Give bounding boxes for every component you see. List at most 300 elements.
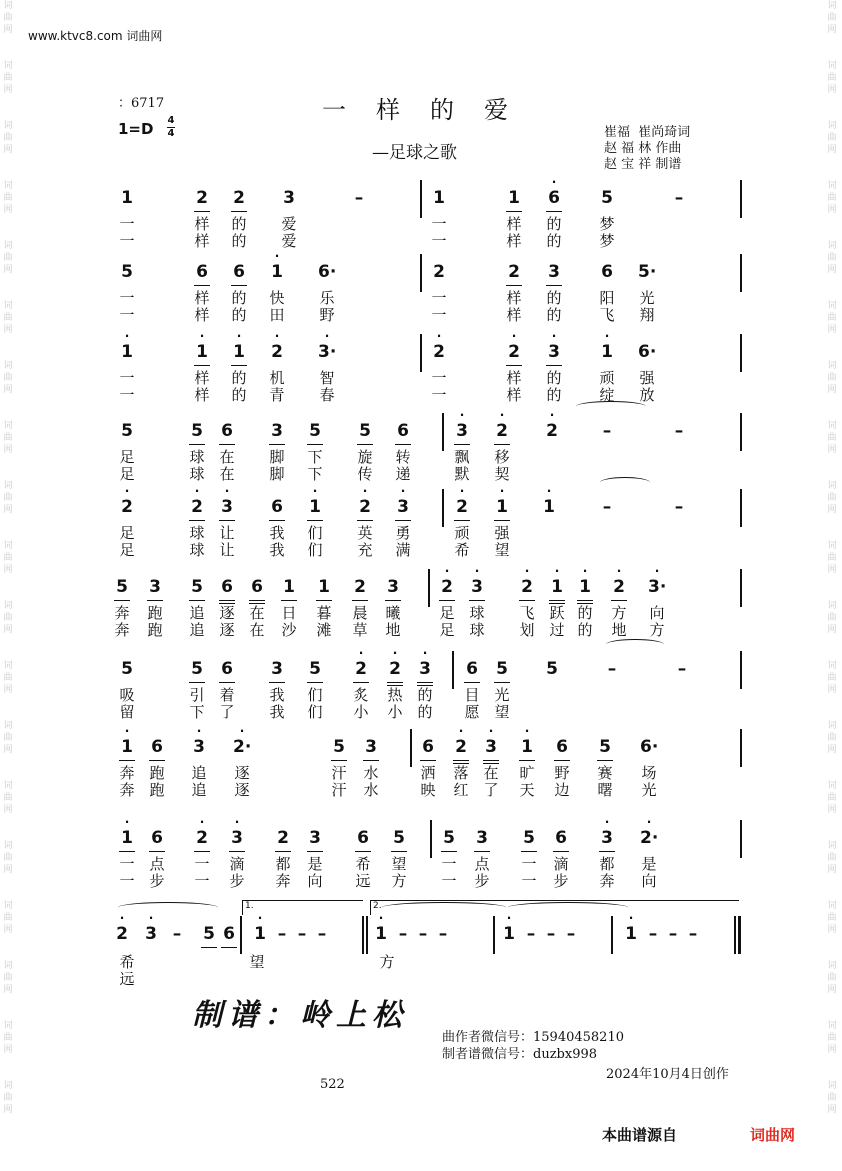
note-symbol: – xyxy=(297,924,307,944)
lyric-char: 绽 xyxy=(599,386,615,404)
note xyxy=(200,924,218,944)
note-symbol: 3 xyxy=(231,828,243,848)
lyric-char: 球 xyxy=(189,465,205,483)
note-symbol: – xyxy=(602,497,612,517)
octave-dot: · xyxy=(458,724,464,738)
lyric-char: 方 xyxy=(611,604,627,622)
site-url[interactable]: www.ktvc8.com 词曲网 xyxy=(28,29,163,43)
rhythm-underline xyxy=(395,444,411,445)
rhythm-underline xyxy=(219,682,235,683)
lyric-char: 的 xyxy=(417,686,433,704)
barline xyxy=(430,820,432,858)
note xyxy=(452,724,470,757)
barline xyxy=(740,729,742,767)
note xyxy=(610,564,628,597)
rhythm-underline xyxy=(483,760,499,761)
lyric-char: 我 xyxy=(269,524,285,542)
lyric-char: 逐 xyxy=(219,604,235,622)
note-symbol: 6 xyxy=(397,421,409,441)
note xyxy=(640,815,659,848)
lyric-char: 希 xyxy=(119,953,135,971)
note-symbol: – xyxy=(546,924,556,944)
note xyxy=(354,828,372,848)
note-symbol: 1 xyxy=(521,737,533,757)
octave-dot: · xyxy=(554,564,560,578)
note-symbol: 3 xyxy=(397,497,409,517)
note xyxy=(545,175,563,208)
rhythm-underline xyxy=(355,851,371,852)
lyric-char: 的 xyxy=(231,386,247,404)
lyric-char: 田 xyxy=(269,306,285,324)
lyric-char: 足 xyxy=(439,621,455,639)
lyric-char: 足 xyxy=(119,541,135,559)
lyric-char: 留 xyxy=(119,703,135,721)
lyric-char: 足 xyxy=(119,524,135,542)
note-symbol: 2 xyxy=(441,577,453,597)
lyric-char: 步 xyxy=(149,872,165,890)
note xyxy=(638,262,656,282)
lyric-char: 一 xyxy=(119,306,135,324)
note-symbol: 3 xyxy=(387,577,399,597)
rhythm-underline xyxy=(453,760,469,761)
rhythm-underline xyxy=(189,520,205,521)
rhythm-underline xyxy=(357,444,373,445)
note-symbol: 2 xyxy=(433,342,445,362)
watermark-text: 词 曲 网 xyxy=(3,1,13,35)
note-symbol: 1 xyxy=(543,497,555,517)
note xyxy=(230,329,248,362)
lyric-char: 远 xyxy=(355,872,371,890)
slur xyxy=(508,902,628,913)
note-symbol: 3 xyxy=(485,737,497,757)
note xyxy=(350,188,368,208)
note-symbol: 3· xyxy=(648,577,667,597)
octave-dot: · xyxy=(459,408,465,422)
note xyxy=(482,724,500,757)
barline xyxy=(420,180,422,218)
rhythm-underline xyxy=(546,285,562,286)
lyric-char: 奔 xyxy=(119,781,135,799)
note xyxy=(351,577,369,597)
note xyxy=(493,659,511,679)
note xyxy=(438,564,456,597)
lyric-char: 点 xyxy=(474,855,490,873)
rhythm-underline xyxy=(549,600,565,601)
score-system xyxy=(108,484,748,567)
lyric-char: 阳 xyxy=(599,289,615,307)
rhythm-underline xyxy=(441,851,457,852)
page-number: 522 xyxy=(320,1077,345,1092)
note xyxy=(268,249,286,282)
rhythm-underline xyxy=(519,600,535,601)
lyric-char: 足 xyxy=(119,465,135,483)
lyric-char: 愿 xyxy=(464,703,480,721)
note-symbol: 2 xyxy=(196,188,208,208)
note xyxy=(148,737,166,757)
note xyxy=(356,421,374,441)
note xyxy=(562,924,580,944)
octave-dot: · xyxy=(604,815,610,829)
note xyxy=(553,737,571,757)
lyric-char: 一 xyxy=(431,306,447,324)
lyric-char: 们 xyxy=(307,524,323,542)
watermark-text: 词 曲 网 xyxy=(827,361,837,395)
rhythm-underline xyxy=(307,682,323,683)
barline xyxy=(362,916,364,954)
note-symbol: 6 xyxy=(151,828,163,848)
note-symbol: – xyxy=(607,659,617,679)
note xyxy=(493,408,511,441)
note-symbol: – xyxy=(677,659,687,679)
note xyxy=(228,815,246,848)
lyric-char: 吸 xyxy=(119,686,135,704)
note-symbol: 3 xyxy=(271,659,283,679)
note xyxy=(220,924,238,944)
watermark-text: 词 曲 网 xyxy=(827,1,837,35)
lyric-char: 勇 xyxy=(395,524,411,542)
note-symbol: 2 xyxy=(271,342,283,362)
note-symbol: 6 xyxy=(223,924,235,944)
rhythm-underline xyxy=(219,520,235,521)
score-system xyxy=(108,175,748,258)
note-symbol: – xyxy=(438,924,448,944)
note xyxy=(505,262,523,282)
watermark-text: 词 曲 网 xyxy=(827,301,837,335)
note-symbol: 5 xyxy=(601,188,613,208)
note-symbol: 3 xyxy=(456,421,468,441)
note-symbol: 6 xyxy=(233,262,245,282)
watermark-text: 词 曲 网 xyxy=(827,481,837,515)
composer-credit: 赵 福 林 作曲 xyxy=(604,141,682,156)
rhythm-underline xyxy=(149,760,165,761)
note xyxy=(318,262,336,282)
lyric-char: 我 xyxy=(269,541,285,559)
watermark-text: 词 曲 网 xyxy=(827,181,837,215)
lyric-char: 样 xyxy=(506,369,522,387)
lyric-char: 向 xyxy=(307,872,323,890)
note-symbol: – xyxy=(602,421,612,441)
rhythm-underline xyxy=(316,600,332,601)
lyric-char: 样 xyxy=(194,289,210,307)
barline xyxy=(740,820,742,858)
note-symbol: – xyxy=(277,924,287,944)
note-symbol: 2 xyxy=(456,497,468,517)
note xyxy=(430,329,448,362)
lyric-char: 跃 xyxy=(549,604,565,622)
rhythm-underline xyxy=(464,682,480,683)
lyric-char: 过 xyxy=(549,621,565,639)
note-symbol: 6 xyxy=(196,262,208,282)
note-symbol: 2 xyxy=(354,577,366,597)
rhythm-underline xyxy=(420,760,436,761)
lyric-char: 了 xyxy=(483,781,499,799)
note-symbol: 3 xyxy=(548,342,560,362)
octave-dot: · xyxy=(422,646,428,660)
lyric-char: 滩 xyxy=(316,621,332,639)
note xyxy=(168,924,186,944)
lyric-char: 划 xyxy=(519,621,535,639)
note xyxy=(644,924,662,944)
lyric-char: 落 xyxy=(453,764,469,782)
note-symbol: 6 xyxy=(556,737,568,757)
note xyxy=(545,262,563,282)
key-signature: 1=D xyxy=(118,120,154,138)
rhythm-underline xyxy=(454,444,470,445)
octave-dot: · xyxy=(616,564,622,578)
note-symbol: 2 xyxy=(546,421,558,441)
lyric-char: 脚 xyxy=(269,448,285,466)
lyric-char: 的 xyxy=(231,232,247,250)
note-symbol: 3 xyxy=(309,828,321,848)
note xyxy=(598,815,616,848)
barline xyxy=(734,916,736,954)
note-symbol: 1 xyxy=(283,577,295,597)
note-symbol: – xyxy=(526,924,536,944)
rhythm-underline xyxy=(194,851,210,852)
note xyxy=(218,577,236,597)
note-symbol: 2 xyxy=(359,497,371,517)
watermark-text: 词 曲 网 xyxy=(827,121,837,155)
slur xyxy=(118,902,218,913)
note-symbol: – xyxy=(674,497,684,517)
note-symbol: 2 xyxy=(196,828,208,848)
lyric-char: 边 xyxy=(554,781,570,799)
octave-dot: · xyxy=(474,564,480,578)
note xyxy=(598,421,616,441)
note-symbol: 1 xyxy=(121,828,133,848)
watermark-text: 词 曲 网 xyxy=(3,481,13,515)
note-symbol: 1 xyxy=(375,924,387,944)
lyric-char: 沙 xyxy=(281,621,297,639)
rhythm-underline xyxy=(577,600,593,601)
rhythm-underline xyxy=(269,520,285,521)
lyric-char: 光 xyxy=(494,686,510,704)
lyric-char: 曦 xyxy=(385,604,401,622)
rhythm-underline xyxy=(269,444,285,445)
lyric-char: 了 xyxy=(219,703,235,721)
rhythm-underline xyxy=(385,600,401,601)
note xyxy=(273,924,291,944)
lyric-char: 飞 xyxy=(519,604,535,622)
note-symbol: 2 xyxy=(508,342,520,362)
lyric-char: 旷 xyxy=(519,764,535,782)
lyric-char: 地 xyxy=(611,621,627,639)
note xyxy=(118,188,136,208)
octave-dot: · xyxy=(324,329,330,343)
note-symbol: 5 xyxy=(191,577,203,597)
rhythm-underline xyxy=(307,520,323,521)
lyric-char: 追 xyxy=(191,764,207,782)
watermark-right xyxy=(826,0,838,1171)
time-bottom: 4 xyxy=(167,128,175,139)
note-symbol: – xyxy=(172,924,182,944)
octave-dot: · xyxy=(459,484,465,498)
watermark-text: 词 曲 网 xyxy=(3,361,13,395)
lyric-char: 爱 xyxy=(281,215,297,233)
song-subtitle: —足球之歌 xyxy=(372,143,457,163)
note-symbol: 6 xyxy=(221,421,233,441)
note xyxy=(113,577,131,597)
lyric-char: 们 xyxy=(307,703,323,721)
octave-dot: · xyxy=(148,911,154,925)
note-symbol: – xyxy=(674,421,684,441)
rhythm-underline xyxy=(546,365,562,366)
barline xyxy=(442,489,444,527)
lyric-char: 球 xyxy=(189,541,205,559)
lyric-char: 一 xyxy=(119,232,135,250)
note xyxy=(414,924,432,944)
rhythm-underline xyxy=(395,520,411,521)
barline xyxy=(740,569,742,607)
lyric-char: 一 xyxy=(119,386,135,404)
note-symbol: 6· xyxy=(640,737,659,757)
lyric-char: 的 xyxy=(231,289,247,307)
note-symbol: 5 xyxy=(333,737,345,757)
lyric-char: 英 xyxy=(357,524,373,542)
lyric-char: 跑 xyxy=(147,621,163,639)
rhythm-underline xyxy=(439,600,455,601)
slur xyxy=(600,477,650,488)
note-symbol: 1 xyxy=(196,342,208,362)
note xyxy=(598,188,616,208)
rhythm-underline xyxy=(307,851,323,852)
note xyxy=(146,577,164,597)
lyric-char: 强 xyxy=(639,369,655,387)
note xyxy=(118,659,136,679)
note xyxy=(251,911,269,944)
note xyxy=(453,408,471,441)
octave-dot: · xyxy=(274,249,280,263)
note-symbol: 6 xyxy=(466,659,478,679)
lyric-char: 我 xyxy=(269,703,285,721)
credits xyxy=(604,125,690,173)
watermark-text: 词 曲 网 xyxy=(827,661,837,695)
rhythm-underline xyxy=(281,600,297,601)
lyric-char: 一 xyxy=(521,872,537,890)
lyric-char: 映 xyxy=(420,781,436,799)
lyric-char: 跑 xyxy=(149,781,165,799)
octave-dot: · xyxy=(506,911,512,925)
note xyxy=(218,484,236,517)
note xyxy=(394,484,412,517)
note xyxy=(493,484,511,517)
lyric-char: 的 xyxy=(231,369,247,387)
lyric-char: 飞 xyxy=(599,306,615,324)
note xyxy=(670,421,688,441)
lyric-char: 望 xyxy=(249,953,265,971)
lyric-char: 春 xyxy=(319,386,335,404)
note xyxy=(118,329,136,362)
note-symbol: – xyxy=(566,924,576,944)
lyric-char: 光 xyxy=(639,289,655,307)
note xyxy=(356,484,374,517)
lyric-char: 让 xyxy=(219,524,235,542)
lyric-char: 草 xyxy=(352,621,368,639)
rhythm-underline xyxy=(119,760,135,761)
lyric-char: 的 xyxy=(546,289,562,307)
lyric-char: 乐 xyxy=(319,289,335,307)
note xyxy=(142,911,160,944)
note xyxy=(280,188,298,208)
lyric-char: 炙 xyxy=(353,686,369,704)
lyric-char: 的 xyxy=(577,621,593,639)
note xyxy=(673,659,691,679)
lyric-char: 一 xyxy=(441,872,457,890)
score-system xyxy=(108,646,748,729)
note-symbol: 5 xyxy=(191,659,203,679)
octave-dot: · xyxy=(551,175,557,189)
watermark-text: 词 曲 网 xyxy=(3,181,13,215)
lyric-char: 洒 xyxy=(420,764,436,782)
lyric-char: 在 xyxy=(483,764,499,782)
note xyxy=(390,828,408,848)
octave-dot: · xyxy=(224,484,230,498)
rhythm-underline xyxy=(494,444,510,445)
lyric-char: 脚 xyxy=(269,465,285,483)
note-symbol: – xyxy=(354,188,364,208)
lyric-char: 一 xyxy=(194,872,210,890)
lyric-char: 快 xyxy=(269,289,285,307)
note xyxy=(384,577,402,597)
octave-dot: · xyxy=(646,815,652,829)
note xyxy=(248,577,266,597)
octave-dot: · xyxy=(124,484,130,498)
barline xyxy=(442,413,444,451)
note xyxy=(372,911,390,944)
lyric-char: 跑 xyxy=(149,764,165,782)
rhythm-underline xyxy=(353,682,369,683)
lyric-char: 样 xyxy=(194,306,210,324)
source-site-link[interactable]: 词曲网 xyxy=(750,1126,796,1144)
watermark-text: 词 曲 网 xyxy=(3,301,13,335)
score-system xyxy=(108,815,748,898)
octave-dot: · xyxy=(604,329,610,343)
lyric-char: 光 xyxy=(641,781,657,799)
note-symbol: 1 xyxy=(309,497,321,517)
lyric-char: 步 xyxy=(474,872,490,890)
lyric-char: 样 xyxy=(506,289,522,307)
octave-dot: · xyxy=(400,484,406,498)
lyric-char: 奔 xyxy=(599,872,615,890)
note-symbol: 1 xyxy=(318,577,330,597)
lyric-char: 一 xyxy=(119,855,135,873)
slur xyxy=(576,401,646,412)
note xyxy=(268,421,286,441)
note-symbol: 6· xyxy=(318,262,337,282)
watermark-text: 词 曲 网 xyxy=(827,241,837,275)
lyric-char: 水 xyxy=(363,764,379,782)
lyric-char: 们 xyxy=(307,686,323,704)
barline xyxy=(452,651,454,689)
note-symbol: 3 xyxy=(283,188,295,208)
note-symbol: – xyxy=(648,924,658,944)
rhythm-underline xyxy=(357,520,373,521)
rhythm-underline xyxy=(269,682,285,683)
note xyxy=(394,924,412,944)
note xyxy=(118,484,136,517)
rhythm-underline xyxy=(352,600,368,601)
note xyxy=(416,646,434,679)
creation-date: 2024年10月4日创作 xyxy=(606,1067,729,1082)
score-system xyxy=(108,408,748,491)
note-symbol: 2 xyxy=(121,497,133,517)
watermark-text: 词 曲 网 xyxy=(827,601,837,635)
lyric-char: 递 xyxy=(395,465,411,483)
note-symbol: 3 xyxy=(193,737,205,757)
note xyxy=(193,262,211,282)
lyric-char: 小 xyxy=(387,703,403,721)
note-symbol: – xyxy=(398,924,408,944)
